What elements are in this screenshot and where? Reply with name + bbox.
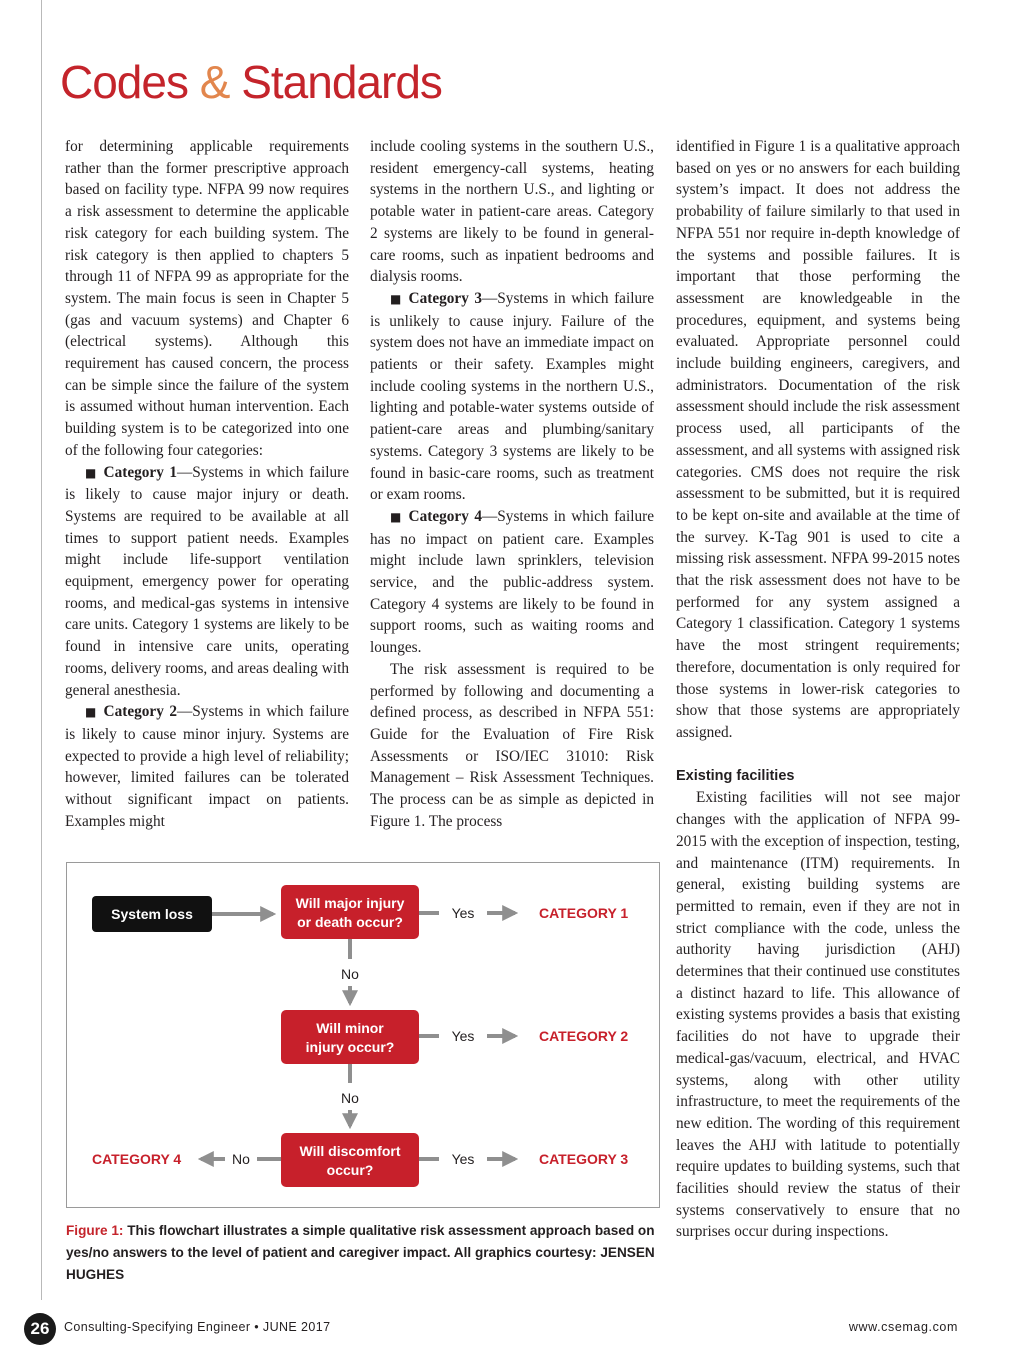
figure-caption-label: Figure 1: — [66, 1223, 124, 1238]
category-1-paragraph — [65, 462, 349, 702]
section-title — [60, 52, 442, 112]
figure-flowchart — [66, 862, 660, 1208]
decision-3-line-2: occur? — [326, 1162, 374, 1178]
footer-publication: Consulting-Specifying Engineer • JUNE 2017 — [64, 1320, 331, 1334]
subheading-existing-facilities: Existing facilities — [676, 767, 795, 784]
text-column-3 — [676, 136, 960, 1243]
category-1-heading: Category 1 — [103, 463, 177, 481]
category-3-paragraph — [370, 288, 654, 506]
start-node-label: System loss — [111, 906, 193, 922]
decision-node-minor-injury — [281, 1010, 419, 1064]
paragraph: for determining applicable requirements rather than the former prescriptive approach based on facility type. NFPA 99 now requires a risk assessment to determine the applicable risk category for each building system. The risk category is then applied to chapters 5 through 11 of NFPA 99 as appropriate for the system. The main focus is seen in Chapter 5 (gas and vacuum systems) and Chapter 6 (electrical systems). Although this requirement has caused concern, the process can be simple since the failure of the system is assumed without human intervention. Each building system is to be categorized into one of the following four categories: — [65, 138, 349, 459]
flowchart-diagram — [67, 863, 661, 1209]
category-1-text: —Systems in which failure is likely to cause major injury or death. Systems are required to be available at all times to support patient needs. Examples might include life-support ventilation equipment, emergency power for operating rooms, and medical-gas systems in intensive care units. Category 1 systems are likely to be found in intensive care units, operating rooms, delivery rooms, and areas dealing with general anesthesia. — [65, 463, 349, 699]
text-column-2 — [370, 136, 654, 833]
category-4-label: CATEGORY 4 — [92, 1151, 182, 1167]
category-2-paragraph — [65, 701, 349, 832]
decision-2-line-1: Will minor — [316, 1020, 384, 1036]
category-3-label: CATEGORY 3 — [539, 1151, 629, 1167]
figure-caption — [66, 1220, 660, 1286]
bullet-square-icon: ■ — [390, 291, 404, 306]
title-word-standards: Standards — [241, 56, 442, 108]
category-2-heading: Category 2 — [103, 703, 177, 721]
paragraph: Existing facilities will not see major changes with the application of NFPA 99-2015 with the exception of inspection, testing, and maintenance (ITM) requirements. In general, existing building systems are permitted to remain, even if they are not in strict compliance with the code, unless the authority having jurisdiction (AHJ) determines that their continued use constitutes a distinct hazard to life. This allowance of existing systems provides a basis that existing facilities do not have to upgrade their medical-gas/vacuum, electrical, and HVAC systems, along with other utility infrastructure, to meet the requirements of the new edition. The wording of this requirement leaves the AHJ with latitude to potentially require updates to building systems, such that facilities should review the status of their systems conservatively to ensure that no surprises occur during inspections. — [676, 789, 960, 1241]
yes-label: Yes — [451, 905, 475, 921]
bullet-square-icon: ■ — [85, 705, 99, 720]
page-margin-rule — [41, 0, 42, 1300]
decision-1-line-1: Will major injury — [295, 895, 405, 911]
decision-1-line-2: or death occur? — [297, 914, 403, 930]
bullet-square-icon: ■ — [390, 509, 404, 524]
no-label: No — [341, 1090, 359, 1106]
category-4-paragraph — [370, 506, 654, 659]
text-column-1 — [65, 136, 349, 833]
footer-website-link[interactable]: www.csemag.com — [848, 1320, 958, 1334]
bullet-square-icon: ■ — [85, 465, 99, 480]
decision-node-major-injury — [281, 885, 419, 939]
page-number-badge: 26 — [24, 1313, 56, 1345]
decision-3-line-1: Will discomfort — [299, 1143, 401, 1159]
category-3-text: —Systems in which failure is unlikely to cause injury. Failure of the system does not have an immediate impact on patients or their safety. Examples might include cooling systems in the northern U.S., lighting and potable-water systems outside of patient-care areas and plumbing/sanitary systems. Category 3 systems are likely to be found in basic-care rooms, such as treatment or exam rooms. — [370, 289, 654, 504]
no-label: No — [341, 966, 359, 982]
category-3-heading: Category 3 — [408, 289, 482, 307]
figure-caption-text: This flowchart illustrates a simple qualitative risk assessment approach based on yes/no answers to the level of patient and caregiver impact. All graphics courtesy: JENSEN HUGHES — [66, 1223, 655, 1282]
decision-2-line-2: injury occur? — [305, 1039, 395, 1055]
category-2-label: CATEGORY 2 — [539, 1028, 629, 1044]
category-1-label: CATEGORY 1 — [539, 905, 629, 921]
title-ampersand: & — [199, 56, 230, 108]
category-4-text: —Systems in which failure has no impact on patient care. Examples might include lawn sprinklers, television service, and the public-address system. Category 4 systems are likely to be found in support rooms, such as waiting rooms and lounges. — [370, 507, 654, 657]
paragraph: The risk assessment is required to be performed by following and documenting a defined process, as described in NFPA 551: Guide for the Evaluation of Fire Risk Assessments or ISO/IEC 31010: Risk Management – Risk Assessment Techniques. The process can be as simple as depicted in Figure 1. The process — [370, 660, 654, 830]
decision-node-discomfort — [281, 1133, 419, 1187]
yes-label: Yes — [451, 1151, 475, 1167]
title-word-codes: Codes — [60, 56, 188, 108]
paragraph: include cooling systems in the southern U.S., resident emergency-call systems, heating systems in the northern U.S., and lighting or potable water in patient-care areas. Category 2 systems are likely to be found in general-care rooms, such as inpatient bedrooms and dialysis rooms. — [370, 138, 654, 286]
category-4-heading: Category 4 — [408, 507, 482, 525]
paragraph: identified in Figure 1 is a qualitative approach based on yes or no answers for each building system’s impact. It does not address the probability of failure similarly to that used in NFPA 551 nor require in-depth knowledge of the systems and possible failures. It is important that those performing the assessment are knowledgeable in the procedures, equipment, and systems being evaluated. Appropriate personnel could include building engineers, caregivers, and administrators. Documentation of the risk assessment should include the risk assessment process used, all participants of the assessment, and all systems with assigned risk categories. CMS does not require the risk assessment to be submitted, but it is required to be kept on-site and available at the time of the survey. K-Tag 901 is used to cite a missing risk assessment. NFPA 99-2015 notes that the risk assessment does not have to be performed for any system assigned a Category 1 classification. Category 1 systems have the most stringent requirements; therefore, documentation is only required for those systems in lower-risk categories to show that those systems are appropriately assigned. — [676, 138, 960, 741]
category-2-text: —Systems in which failure is likely to cause minor injury. Systems are expected to provide a high level of reliability; however, limited failures can be tolerated without significant impact on patients. Examples might — [65, 703, 349, 830]
no-label: No — [232, 1151, 250, 1167]
yes-label: Yes — [451, 1028, 475, 1044]
